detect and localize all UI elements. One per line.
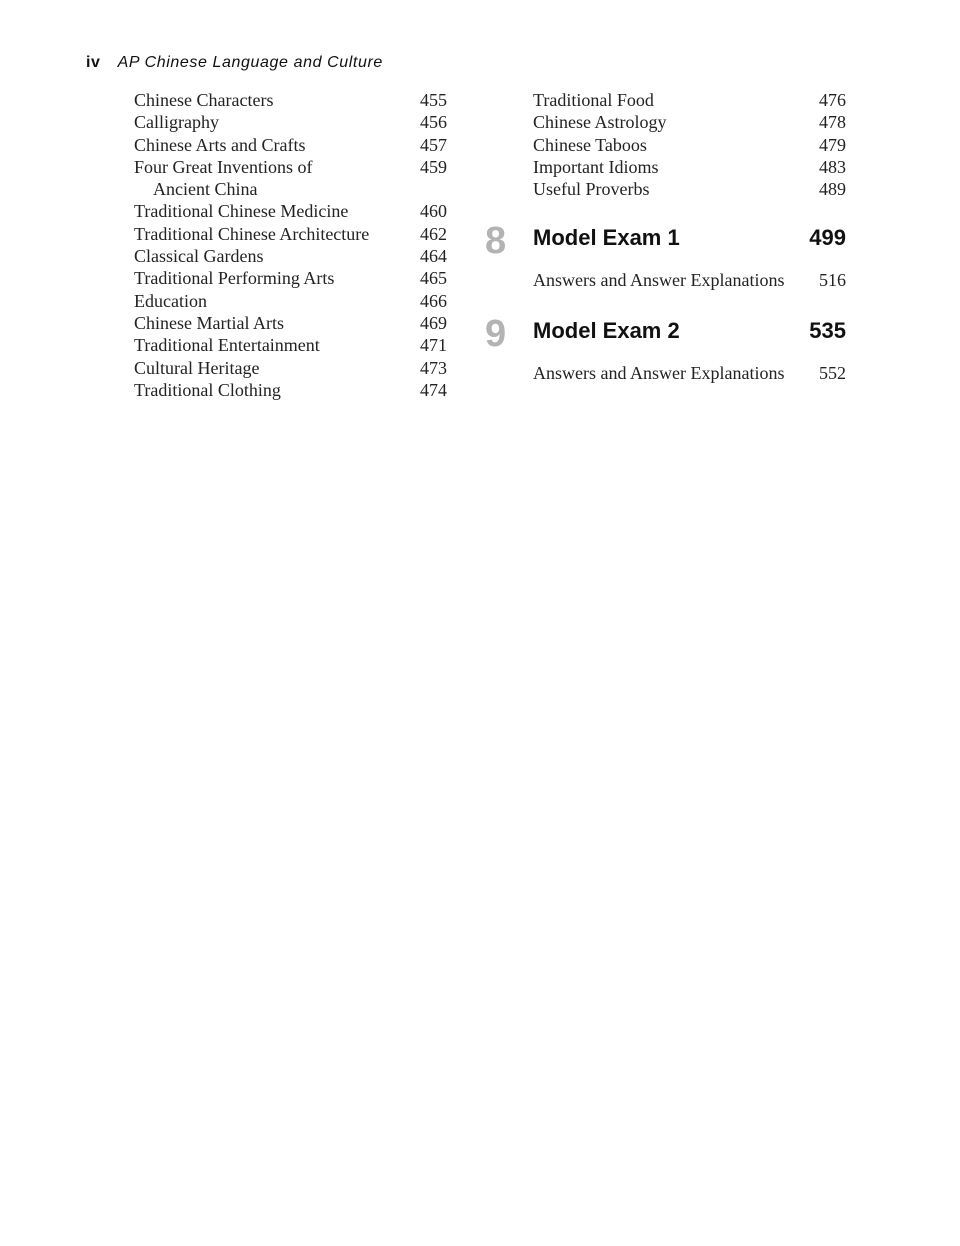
toc-entry[interactable]	[134, 379, 447, 401]
toc-entry[interactable]	[134, 200, 447, 222]
entry-page: 466	[420, 290, 447, 311]
entry-title-line2: Ancient China	[153, 179, 258, 200]
entry-page: 516	[819, 270, 846, 291]
chapter-8	[485, 220, 846, 291]
toc-entry[interactable]	[134, 111, 447, 133]
toc-entry[interactable]	[533, 362, 846, 384]
entry-title: Traditional Chinese Medicine	[134, 201, 349, 222]
book-title: AP Chinese Language and Culture	[117, 54, 383, 71]
chapter-title: Model Exam 2	[533, 317, 680, 343]
entry-title: Classical Gardens	[134, 246, 264, 267]
chapter-heading[interactable]	[533, 318, 846, 344]
entry-title: Calligraphy	[134, 112, 219, 133]
entry-title: Education	[134, 290, 207, 311]
chapter-number: 9	[485, 312, 507, 355]
entry-page: 469	[420, 312, 447, 333]
chapter-heading[interactable]	[533, 225, 846, 251]
entry-page: 552	[819, 362, 846, 383]
entry-title: Chinese Astrology	[533, 112, 667, 133]
toc-entry[interactable]	[134, 156, 447, 201]
toc-entry[interactable]	[134, 312, 447, 334]
toc-entry[interactable]	[533, 156, 846, 178]
entry-title: Traditional Food	[533, 90, 654, 110]
entry-title: Important Idioms	[533, 156, 659, 177]
entry-title: Traditional Chinese Architecture	[134, 223, 370, 244]
entry-title: Answers and Answer Explanations	[533, 362, 785, 383]
toc-entry[interactable]	[134, 223, 447, 245]
entry-title: Chinese Arts and Crafts	[134, 134, 306, 155]
entry-title: Cultural Heritage	[134, 357, 260, 378]
entry-title: Useful Proverbs	[533, 179, 650, 200]
entry-page: 471	[420, 335, 447, 356]
toc-entry[interactable]	[134, 267, 447, 289]
chapter-9	[485, 312, 846, 384]
entry-page: 483	[819, 156, 846, 177]
entry-title: Traditional Performing Arts	[134, 268, 335, 289]
entry-page: 474	[420, 379, 447, 400]
chapter-number: 8	[485, 220, 507, 263]
toc-entry[interactable]	[134, 290, 447, 312]
chapter-page: 499	[809, 225, 846, 251]
entry-page: 455	[420, 90, 447, 110]
entry-title	[134, 156, 312, 201]
entry-page: 479	[819, 134, 846, 155]
toc-entry[interactable]	[533, 134, 846, 156]
toc-right-column	[485, 89, 846, 384]
toc-entry[interactable]	[134, 334, 447, 356]
chapter-page: 535	[809, 317, 846, 343]
entry-page: 478	[819, 112, 846, 133]
entry-page: 489	[819, 179, 846, 200]
entry-page: 459	[420, 156, 447, 177]
entry-title: Chinese Characters	[134, 90, 274, 110]
toc-entry[interactable]	[533, 178, 846, 200]
entry-page: 465	[420, 268, 447, 289]
toc-entry[interactable]	[533, 89, 846, 111]
entry-title: Chinese Taboos	[533, 134, 647, 155]
entry-page: 457	[420, 134, 447, 155]
chapter-title: Model Exam 1	[533, 225, 680, 251]
toc-entry[interactable]	[533, 269, 846, 291]
entry-title: Chinese Martial Arts	[134, 312, 284, 333]
toc-entry[interactable]	[134, 245, 447, 267]
folio: iv	[86, 54, 101, 71]
entry-page: 462	[420, 223, 447, 244]
running-head	[86, 54, 383, 72]
toc-left-column	[134, 89, 447, 401]
toc-entry[interactable]	[533, 111, 846, 133]
entry-title: Traditional Clothing	[134, 379, 281, 400]
entry-page: 456	[420, 112, 447, 133]
toc-entry[interactable]	[134, 357, 447, 379]
entry-title: Answers and Answer Explanations	[533, 270, 785, 291]
toc-entry[interactable]	[134, 134, 447, 156]
toc-entry[interactable]	[134, 89, 447, 111]
entry-page: 476	[819, 90, 846, 110]
entry-title: Traditional Entertainment	[134, 335, 320, 356]
entry-page: 473	[420, 357, 447, 378]
entry-page: 464	[420, 246, 447, 267]
entry-page: 460	[420, 201, 447, 222]
entry-title-line1: Four Great Inventions of	[134, 156, 313, 177]
